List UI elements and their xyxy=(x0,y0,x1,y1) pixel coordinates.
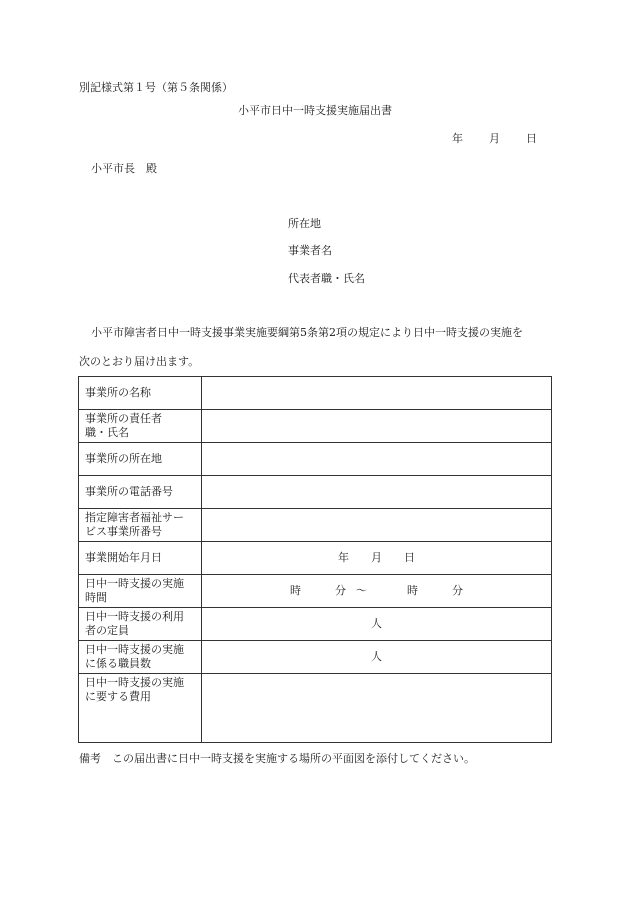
table-row xyxy=(79,377,552,410)
submission-date xyxy=(452,132,537,146)
table-row xyxy=(79,542,552,575)
table-row xyxy=(79,674,552,743)
minute-from: 分 xyxy=(335,583,346,597)
document-title: 小平市日中一時支援実施届出書 xyxy=(238,104,392,117)
manager-field[interactable] xyxy=(202,410,552,443)
facility-address-field[interactable] xyxy=(202,443,552,476)
body-text-line2: 次のとおり届け出ます。 xyxy=(79,355,200,368)
row-label-facility-address: 事業所の所在地 xyxy=(79,443,202,476)
time-range-tilde: ～ xyxy=(356,583,367,597)
applicant-business-label: 事業者名 xyxy=(288,244,332,257)
facility-number-field[interactable] xyxy=(202,509,552,542)
cost-field[interactable] xyxy=(202,674,552,743)
hour-to: 時 xyxy=(407,583,418,597)
form-table xyxy=(78,376,552,743)
phone-field[interactable] xyxy=(202,476,552,509)
table-row xyxy=(79,608,552,641)
table-row xyxy=(79,641,552,674)
start-month: 月 xyxy=(371,550,382,564)
date-day: 日 xyxy=(526,132,537,145)
form-reference: 別記様式第１号（第５条関係） xyxy=(79,81,233,94)
row-label-hours: 日中一時支援の実施 時間 xyxy=(79,575,202,608)
start-date-field[interactable] xyxy=(202,542,552,575)
row-label-cost: 日中一時支援の実施 に要する費用 xyxy=(79,674,202,743)
row-label-manager: 事業所の責任者 職・氏名 xyxy=(79,410,202,443)
row-label-staff: 日中一時支援の実施 に係る職員数 xyxy=(79,641,202,674)
table-row xyxy=(79,509,552,542)
start-day: 日 xyxy=(404,550,415,564)
table-row xyxy=(79,443,552,476)
table-row xyxy=(79,476,552,509)
staff-count-field[interactable]: 人 xyxy=(202,641,552,674)
row-label-facility-name: 事業所の名称 xyxy=(79,377,202,410)
row-label-capacity: 日中一時支援の利用 者の定員 xyxy=(79,608,202,641)
start-year: 年 xyxy=(338,550,349,564)
date-month: 月 xyxy=(489,132,500,145)
minute-to: 分 xyxy=(452,583,463,597)
remarks-note: 備考 この届出書に日中一時支援を実施する場所の平面図を添付してください。 xyxy=(79,752,475,765)
table-row xyxy=(79,575,552,608)
hour-from: 時 xyxy=(290,583,301,597)
applicant-location-label: 所在地 xyxy=(288,217,321,230)
hours-field[interactable] xyxy=(202,575,552,608)
row-label-start-date: 事業開始年月日 xyxy=(79,542,202,575)
row-label-facility-number: 指定障害者福祉サー ビス事業所番号 xyxy=(79,509,202,542)
applicant-representative-label: 代表者職・氏名 xyxy=(288,272,365,285)
addressee: 小平市長 殿 xyxy=(91,162,157,175)
date-year: 年 xyxy=(452,132,463,145)
facility-name-field[interactable] xyxy=(202,377,552,410)
capacity-field[interactable]: 人 xyxy=(202,608,552,641)
body-text-line1: 小平市障害者日中一時支援事業実施要綱第5条第2項の規定により日中一時支援の実施を xyxy=(91,326,523,339)
table-row xyxy=(79,410,552,443)
row-label-phone: 事業所の電話番号 xyxy=(79,476,202,509)
